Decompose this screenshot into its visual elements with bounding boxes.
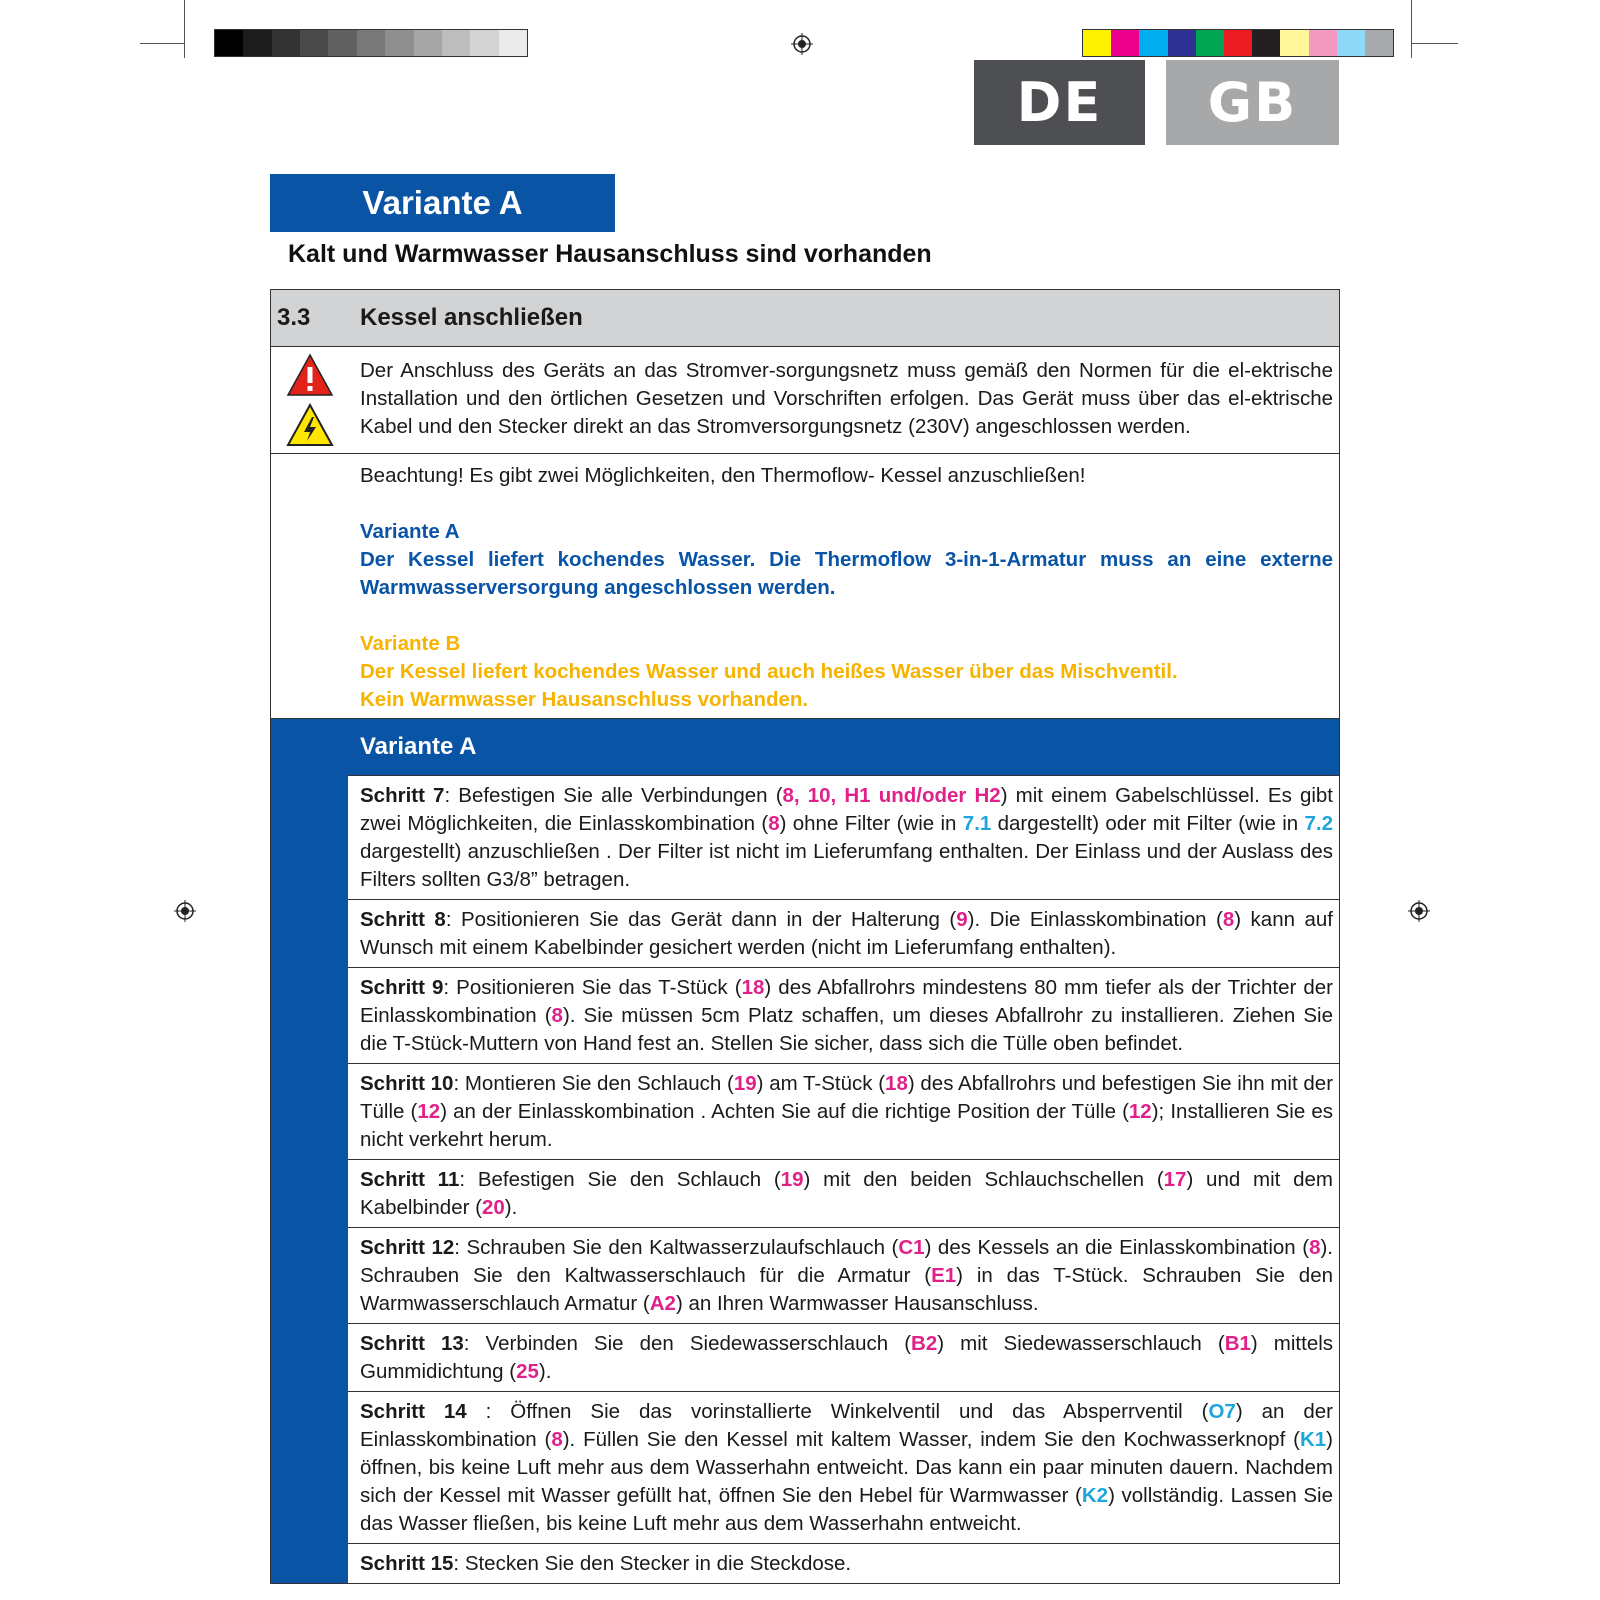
grayscale-swatch [442,30,470,56]
part-reference: O7 [1208,1400,1236,1423]
step-label: Schritt 10 [360,1072,454,1095]
step-text: ) an der Einlasskombination . Achten Sie auf die richtige Position der Tülle ( [440,1100,1129,1123]
step-text: ) kann auf Wunsch mit einem Kabelbinder gesichert werden (nicht im Lieferumfang enthalten). [360,908,1333,959]
color-swatch [1309,30,1337,56]
step-text: ). [504,1196,518,1219]
color-swatch [1083,30,1111,56]
color-swatch [1365,30,1393,56]
warning-exclamation-icon [286,353,334,397]
step-item [348,776,1339,900]
part-reference: 25 [516,1360,539,1383]
section-title: Kessel anschließen [360,304,583,331]
language-tab-gb[interactable]: GB [1166,60,1339,145]
color-swatch [1111,30,1139,56]
language-tab-de[interactable]: DE [974,60,1145,145]
part-reference: 18 [885,1072,908,1095]
color-calibration-bar [1082,29,1394,57]
part-reference: B1 [1224,1332,1251,1355]
color-swatch [1337,30,1365,56]
part-reference: 7.1 [962,812,992,835]
step-label: Schritt 13 [360,1332,464,1355]
steps-section [271,719,1339,1583]
grayscale-swatch [328,30,356,56]
color-swatch [1139,30,1167,56]
step-text: ). Schrauben Sie den Kaltwasserschlauch für die Armatur ( [360,1236,1333,1287]
step-item [348,1544,1339,1583]
part-reference: 17 [1163,1168,1187,1191]
grayscale-swatch [300,30,328,56]
note-intro: Beachtung! Es gibt zwei Möglichkeiten, den Thermoflow- Kessel anzuschließen! [360,464,1086,487]
grayscale-swatch [414,30,442,56]
variant-b-line1: Der Kessel liefert kochendes Wasser und auch heißes Wasser über das Mischventil. [360,660,1178,683]
step-text: ) des Abfallrohrs mindestens 80 mm tiefer als der Trichter der Einlasskombination ( [360,976,1333,1027]
step-text: : Stecken Sie den Stecker in die Steckdose. [453,1552,852,1575]
step-text: ) am T-Stück ( [756,1072,886,1095]
part-reference: 12 [417,1100,441,1123]
step-label: Schritt 11 [360,1168,460,1191]
variant-b-line2: Kein Warmwasser Hausanschluss vorhanden. [360,688,809,711]
step-text: ) öffnen, bis keine Luft mehr aus dem Wasserhahn entweicht. Das kann ein paar minuten dauern. Nachdem sich der Kessel mit Wasser gefüllt hat, öffnen Sie den Hebel für Warmwasser ( [360,1428,1333,1507]
step-item [348,1392,1339,1544]
crop-mark [140,43,184,44]
note-row [271,454,1339,719]
grayscale-swatch [357,30,385,56]
step-text: : Positionieren Sie das T-Stück ( [443,976,742,999]
part-reference: 8 [551,1004,563,1027]
warning-text: Der Anschluss des Geräts an das Stromver-sorgungsnetz muss gemäß den Normen für die el-ektrische Installation und den örtlichen Gesetzen und Vorschriften erfolgen. Das Gerät muss über das el-ektrische Kabel und den Stecker direkt an das Stromversorgungsnetz (230V) angeschlossen werden. [360,359,1333,438]
step-text: : Montieren Sie den Schlauch ( [453,1072,734,1095]
color-swatch [1196,30,1224,56]
step-text: ) mittels Gummidichtung ( [360,1332,1334,1383]
part-reference: K2 [1081,1484,1109,1507]
part-reference: K1 [1299,1428,1327,1451]
step-label: Schritt 15 [360,1552,454,1575]
steps-list [348,776,1339,1583]
step-label: Schritt 14 [360,1400,467,1423]
registration-mark-icon [1408,900,1430,922]
step-text: dargestellt) anzuschließen . Der Filter ist nicht im Lieferumfang enthalten. Der Einlass und der Auslass des Filters sollten G3/8” betragen. [360,840,1333,891]
step-item [348,900,1339,968]
grayscale-swatch [470,30,498,56]
part-reference: 19 [780,1168,804,1191]
step-text: ) und mit dem Kabelbinder ( [360,1168,1333,1219]
step-text: : Befestigen Sie alle Verbindungen ( [444,784,783,807]
grayscale-swatch [243,30,271,56]
part-reference: 8, 10, H1 und/oder H2 [782,784,1001,807]
step-text: : Verbinden Sie den Siedewasserschlauch ( [463,1332,912,1355]
step-text: ) in das T-Stück. Schrauben Sie den Warmwasserschlauch Armatur ( [360,1264,1333,1315]
part-reference: 7.2 [1304,812,1333,835]
high-voltage-icon [286,403,334,447]
grayscale-swatch [272,30,300,56]
color-swatch [1224,30,1252,56]
step-label: Schritt 7 [360,784,445,807]
variant-banner: Variante A [270,174,615,232]
section-number: 3.3 [277,304,311,331]
step-item [348,1324,1339,1392]
grayscale-swatch [499,30,527,56]
color-swatch [1280,30,1308,56]
step-item [348,1160,1339,1228]
color-swatch [1168,30,1196,56]
step-text: : Positionieren Sie das Gerät dann in der Halterung ( [445,908,957,931]
grayscale-swatch [215,30,243,56]
step-item [348,1064,1339,1160]
step-text: : Befestigen Sie den Schlauch ( [459,1168,781,1191]
step-text: ) mit Siedewasserschlauch ( [937,1332,1225,1355]
grayscale-calibration-bar [214,29,528,57]
step-text: : Schrauben Sie den Kaltwasserzulaufschlauch ( [454,1236,899,1259]
step-text: ) vollständig. Lassen Sie das Wasser fließen, bis keine Luft mehr aus dem Wasserhahn entweicht. [360,1484,1333,1535]
part-reference: 12 [1128,1100,1152,1123]
step-text: ) ohne Filter (wie in [779,812,963,835]
part-reference: 18 [741,976,765,999]
part-reference: 9 [956,908,968,931]
step-text: ) an der Einlasskombination ( [360,1400,1334,1451]
steps-heading: Variante A [348,719,1339,776]
part-reference: 19 [733,1072,757,1095]
step-text: ). Füllen Sie den Kessel mit kaltem Wasser, indem Sie den Kochwasserknopf ( [562,1428,1300,1451]
warning-icons [271,347,348,453]
step-text: ) mit einem Gabelschlüssel. Es gibt zwei Möglichkeiten, die Einlasskombination ( [360,784,1333,835]
part-reference: 8 [1222,908,1235,931]
step-text: ). Die Einlasskombination ( [967,908,1223,931]
step-text: ). [538,1360,552,1383]
registration-mark-icon [791,33,813,55]
step-text: dargestellt) oder mit Filter (wie in [991,812,1305,835]
step-text: ) mit den beiden Schlauchschellen ( [803,1168,1164,1191]
step-label: Schritt 9 [360,976,444,999]
part-reference: A2 [649,1292,676,1315]
step-text: ). Sie müssen 5cm Platz schaffen, um dieses Abfallrohr zu installieren. Ziehen Sie die T-Stück-Muttern von Hand fest an. Stellen Sie sicher, dass sich die Tülle oben befindet. [360,1004,1333,1055]
step-text: ) an Ihren Warmwasser Hausanschluss. [675,1292,1039,1315]
part-reference: 8 [768,812,780,835]
registration-mark-icon [174,900,196,922]
warning-row [271,347,1339,454]
part-reference: 8 [1309,1236,1321,1259]
variant-b-title: Variante B [360,632,461,655]
page-subtitle: Kalt und Warmwasser Hausanschluss sind vorhanden [288,240,932,268]
crop-mark [184,0,185,58]
step-label: Schritt 8 [360,908,446,931]
grayscale-swatch [385,30,413,56]
part-reference: B2 [911,1332,938,1355]
step-item [348,968,1339,1064]
step-text: ); Installieren Sie es nicht verkehrt herum. [360,1100,1333,1151]
variant-a-title: Variante A [360,520,460,543]
step-text: : Öffnen Sie das vorinstallierte Winkelventil und das Absperrventil ( [466,1400,1209,1423]
step-label: Schritt 12 [360,1236,455,1259]
crop-mark [1412,43,1458,44]
crop-mark [1411,0,1412,58]
step-text: ) des Abfallrohrs und befestigen Sie ihn mit der Tülle ( [360,1072,1334,1123]
variant-a-text: Der Kessel liefert kochendes Wasser. Die Thermoflow 3-in-1-Armatur muss an eine externe Warmwasserversorgung angeschlossen werden. [360,548,1333,599]
step-text: ) des Kessels an die Einlasskombination ( [924,1236,1310,1259]
note-content [348,454,1339,718]
part-reference: 8 [551,1428,563,1451]
color-swatch [1252,30,1280,56]
instruction-table [270,289,1340,1584]
part-reference: E1 [931,1264,957,1287]
step-item [348,1228,1339,1324]
section-header-row [271,290,1339,347]
part-reference: C1 [898,1236,925,1259]
part-reference: 20 [481,1196,505,1219]
